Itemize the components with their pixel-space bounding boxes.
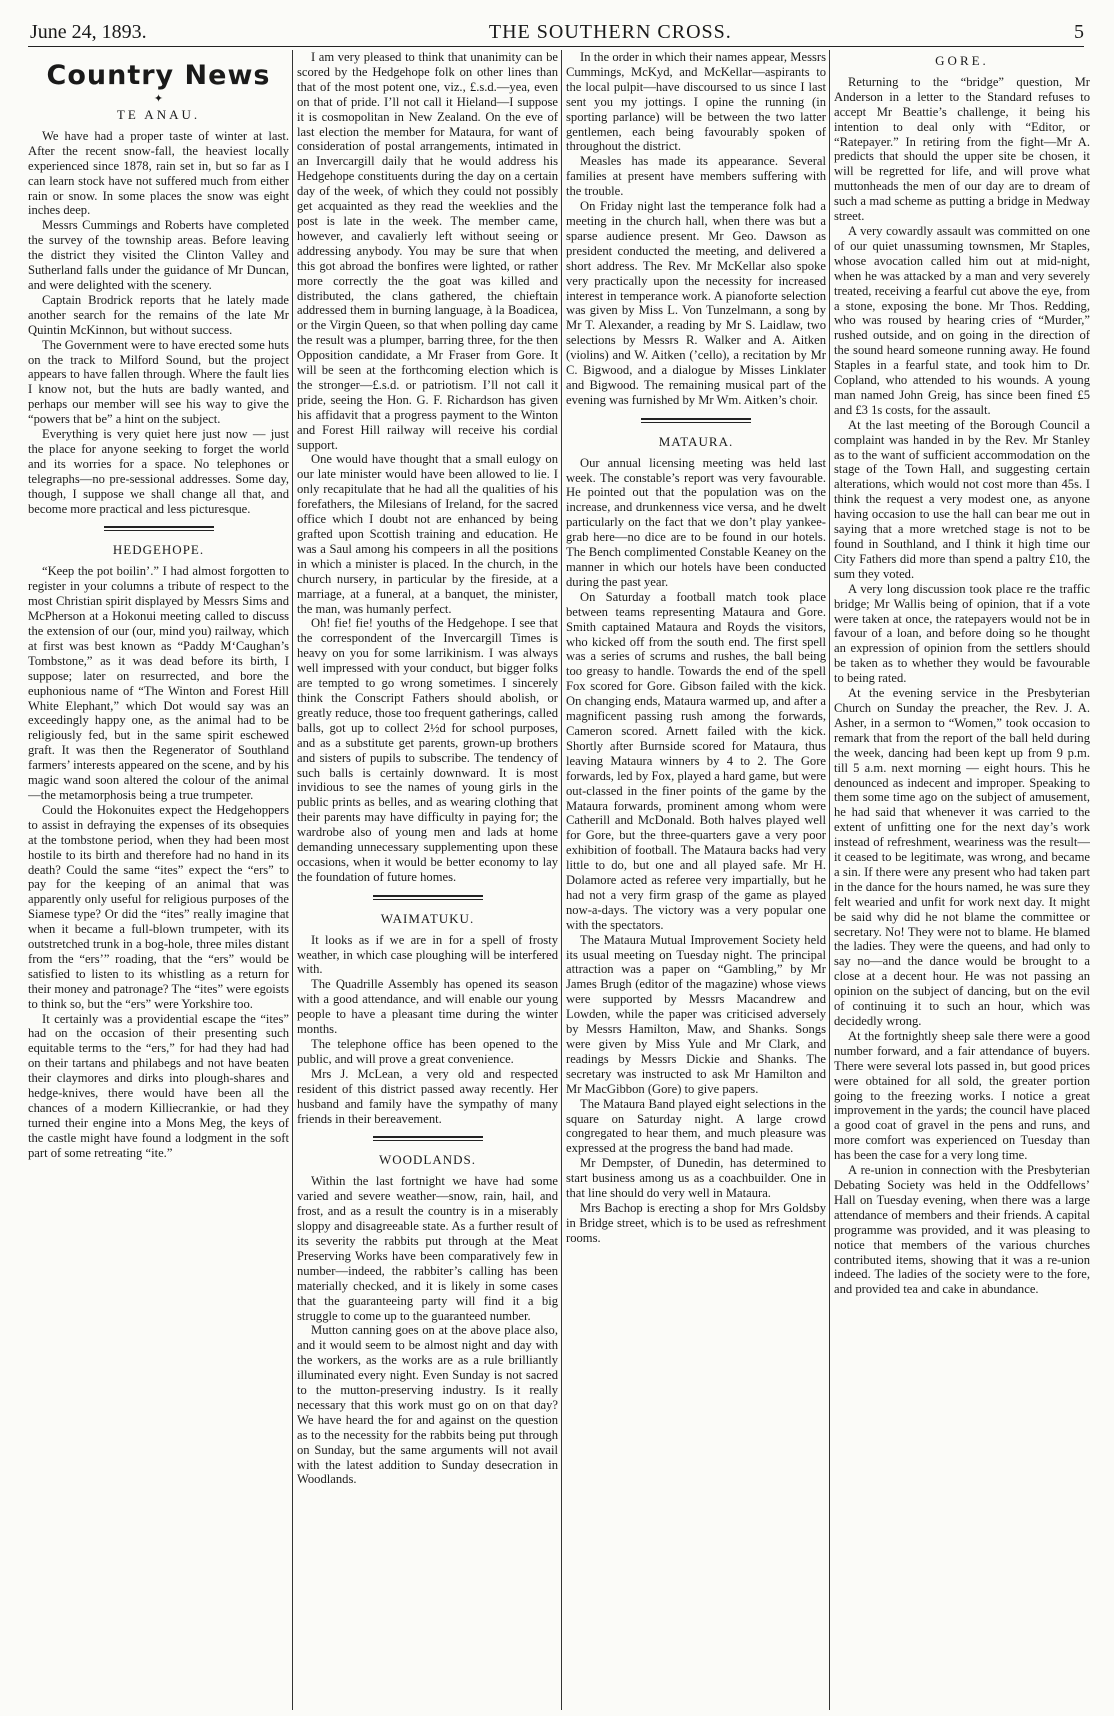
article-paragraph: In the order in which their names appear, Messrs Cummings, McKyd, and McKellar—aspirants to the local pulpit—have discoursed to us since I last sent you my jottings. I opine the running (in sporting parlance) will be between the two latter gentlemen, each being favourably spoken of throughout the district. — [566, 50, 826, 154]
section-rule — [104, 526, 214, 531]
article-heading-woodlands: WOODLANDS. — [378, 1152, 477, 1168]
article-paragraph: A very long discussion took place re the traffic bridge; Mr Wallis being of opinion, that if a vote were taken at once, the ratepayers would not be in favour of a loan, and before doing so he thought an expression of opinion from the settlers should be taken as to whether they would be favourable to being rated. — [834, 581, 1090, 686]
article-paragraph: We have had a proper taste of winter at last. After the recent snow-fall, the heaviest locally experienced since 1878, rain set in, but so far as I can learn stock have not suffered much from either rain or snow. In some places the snow was eight inches deep. — [28, 128, 289, 218]
article-paragraph: Messrs Cummings and Roberts have completed the survey of the township areas. Before leaving the district they visited the Clinton Valley and Sutherland falls under the guidance of Mr Duncan, and were delighted with the scenery. — [28, 218, 289, 292]
section-title: Country News — [46, 60, 271, 91]
column-divider — [561, 50, 562, 1710]
column-2 — [297, 50, 558, 1710]
article-heading-te-anau: TE ANAU. — [116, 107, 201, 122]
column-3 — [566, 50, 826, 1710]
article-paragraph: Oh! fie! fie! youths of the Hedgehope. I see that the correspondent of the Invercargill Times is heavy on you for some larrikinism. I was always well impressed with your conduct, but bigger folks are tempted to go wrong sometimes. I sincerely think the Conscript Fathers should abolish, or greatly reduce, those too frequent gatherings, called balls, got up to collect 2½d for school purposes, and as a substitute get parents, grown-up brothers and sisters of pupils to subscribe. The tendency of such balls is certainly downward. It is most invidious to see the names of young girls in the public prints as belles, and as wearing clothing that their parents may have difficulty in paying for; the wardrobe also of young men and lads at home demanding unnecessary supplementing upon these occasions, when it would be better economy to lay the foundation of future homes. — [297, 616, 558, 884]
column-divider — [292, 50, 293, 1710]
column-4 — [834, 50, 1090, 1710]
column-1 — [28, 50, 289, 1710]
ornament-divider: ✦ — [153, 93, 164, 105]
masthead — [30, 6, 1084, 44]
article-paragraph: Mutton canning goes on at the above place also, and it would seem to be almost night and day with the workers, as the works are as a rule brilliantly illuminated every night. Even Sunday is not sacred to the mutton-preserving industry. Is it really necessary that this work must go on on that day? We have heard the for and against on the question as to the necessity for the rabbits being put through on Sunday, but the same arguments will not avail with the latest addition to Sunday desecration in Woodlands. — [297, 1323, 558, 1487]
article-paragraph: On Saturday a football match took place between teams representing Mataura and Gore. Smith captained Mataura and Royds the visitors, who kicked off from the south end. The first spell was a series of scrums and rushes, the ball being too greasy to handle. Towards the end of the spell Fox scored for Gore. Gibson failed with the kick. On changing ends, Mataura warmed up, and after a magnificent passing rush among the forwards, Cameron scored. Arnett failed with the kick. Shortly after Burnside scored for Mataura, thus leaving Mataura winners by 4 to 2. The Gore forwards, led by Fox, played a hard game, but were out-classed in the finer points of the game by the Mataura forwards, prominent among whom were Catherill and McDonald. Both halves played well for Gore, but the three-quarters gave a very poor exhibition of football. The Mataura backs had very little to do, but one and all played safe. Mr H. Dolamore acted as referee very impartially, but he had not a very firm grasp of the game as played now-a-days. The victory was a very popular one with the spectators. — [566, 589, 826, 932]
article-paragraph: Mr Dempster, of Dunedin, has determined to start business among us as a coachbuilder. One in that line should do very well in Mataura. — [566, 1156, 826, 1201]
article-paragraph: “Keep the pot boilin’.” I had almost forgotten to register in your columns a tribute of respect to the most Christian spirit displayed by Messrs Sims and McPherson at a Hokonui meeting called to discuss the extension of our (our, mind you) railway, which at first was best known as “Paddy M‘Caughan’s Tombstone,” as it was dead before its birth, I suppose; later on resurrected, and bore the euphonious name of “The Winton and Forest Hill White Elephant,” which Dot would say was an exceedingly happy one, as the animal had to be religiously fed, but in the same spirit eschewed graft. It was then the Regenerator of Southland farmers’ interests appeared on the scene, and by his magic wand soon altered the colour of the animal—the metamorphosis being a true trumpeter. — [28, 564, 289, 802]
article-paragraph: The Quadrille Assembly has opened its season with a good attendance, and will enable our young people to have a pleasant time during the winter months. — [297, 977, 558, 1037]
masthead-rule — [28, 46, 1084, 47]
article-paragraph: I am very pleased to think that unanimity can be scored by the Hedgehope folk on other lines than that of the most potent one, viz., £.s.d.—yea, even on that of pride. I’ll not call it Hieland—I suppose it is cosmopolitan in New Zealand. On the eve of last election the member for Mataura, for want of consideration of postal arrangements, intimated in an Invercargill daily that he would address his Hedgehope constituents during the day on a certain day of the week, of which they could not possibly get acquainted as they read the weeklies and the post is late in the week. The member came, however, and cavalierly left without seeing or addressing anybody. You may be sure that when this got abroad the bonfires were lighted, or rather more correctly the the goat was killed and distributed, the clans gathered, the chieftain addressed them in burning language, à la Boadicea, or the Virgin Queen, so that when polling day came the result was a plumper, barring three, for the then Opposition candidate, a Mr Fraser from Gore. It will be seen at the forthcoming election which is the stronger—£.s.d. or patriotism. I’ll not call it pride, seeing the Hon. G. F. Richardson has given his affidavit that a progress payment to the Winton and Forest Hill railway will receive his cordial support. — [297, 50, 558, 452]
issue-date: June 24, 1893. — [30, 21, 147, 43]
article-heading-mataura: MATAURA. — [658, 433, 734, 449]
page-number: 5 — [1074, 21, 1084, 43]
article-paragraph: The Mataura Mutual Improvement Society held its usual meeting on Tuesday night. The principal attraction was a paper on “Gambling,” by Mr James Brugh (editor of the magazine) whose views were supported by Messrs Macandrew and Lowden, while the paper was criticised adversely by Messrs Hamilton, Maw, and Shanks. Songs were given by Miss Yule and Mr Clark, and readings by Messrs Dickie and Shanks. The secretary was instructed to ask Mr Hamilton and Mr MacGibbon (Gore) to give papers. — [566, 932, 826, 1096]
article-paragraph: Mrs J. McLean, a very old and respected resident of this district passed away recently. Her husband and family have the sympathy of many friends in their bereavement. — [297, 1066, 558, 1126]
column-divider — [829, 50, 830, 1710]
article-paragraph: A re-union in connection with the Presbyterian Debating Society was held in the Oddfellows’ Hall on Tuesday evening, when there was a large attendance of members and their friends. A capital programme was provided, and it was pleasing to notice that members of the various churches contributed items, showing that it was a re-union indeed. The ladies of the society were to the fore, and provided tea and cake in abundance. — [834, 1163, 1090, 1297]
section-rule — [373, 895, 483, 900]
article-paragraph: The Government were to have erected some huts on the track to Milford Sound, but the project appears to have fallen through. Where the fault lies I know not, but the huts are badly wanted, and perhaps our member will see his way to give the “powers that be” a hint on the subject. — [28, 337, 289, 427]
article-paragraph: Measles has made its appearance. Several families at present have members suffering with the trouble. — [566, 154, 826, 199]
article-paragraph: One would have thought that a small eulogy on our late minister would have been allowed to lie. I only recapitulate that he had all the qualities of his forefathers, the Milesians of Ireland, for the sacred office which I doubt not are enhanced by being grafted upon Scottish training and education. He was a Saul among his compeers in all the positions in which a minister is placed. In the church, in the church nursery, in particular by the fireside, at a marriage, at a funeral, at a banquet, the minister, the man, was humanly perfect. — [297, 452, 558, 616]
article-paragraph: Our annual licensing meeting was held last week. The constable’s report was very favourable. He pointed out that the population was on the increase, and drunkenness vice versa, and he dwelt particularly on the fact that we don’t play yankee-grab here—no dice are to be found in our hotels. The Bench complimented Constable Keaney on the manner in which our hotels have been conducted during the past year. — [566, 455, 826, 589]
article-paragraph: A very cowardly assault was committed on one of our quiet unassuming townsmen, Mr Staples, whose avocation called him out at mid-night, when he was attacked by a man and very severely treated, receiving a fearful cut above the eye, from a stone, exposing the bone. Mr Thos. Redding, who was roused by hearing cries of “Murder,” rushed outside, and on going in the direction of the sound heard someone running away. He found Staples in a fearful state, and took him to Dr. Copland, who attended to his wounds. A young man named John Greig, has since been fined £5 and £3 1s costs, for the assault. — [834, 223, 1090, 417]
article-paragraph: Captain Brodrick reports that he lately made another search for the remains of the late Mr Quintin McKinnon, but without success. — [28, 292, 289, 337]
section-rule — [373, 1136, 483, 1141]
newspaper-title: THE SOUTHERN CROSS. — [488, 21, 732, 43]
article-heading-gore: GORE. — [935, 53, 989, 68]
article-paragraph: The telephone office has been opened to the public, and will prove a great convenience. — [297, 1037, 558, 1066]
article-paragraph: At the evening service in the Presbyterian Church on Sunday the preacher, the Rev. J. A. Asher, in a sermon to “Women,” took occasion to remark that from the report of the ball held during the week, dancing had been kept up from 9 p.m. till 5 a.m. next morning — eight hours. This he denounced as indecent and improper. Speaking to them some time ago on the subject of amusement, he had said that whenever it was carried to the extent of unfitting one for the next day’s work instead of refreshment, weariness was the result—it ceased to be legitimate, was wrong, and became a sin. If there were any present who had taken part in the dance for the hours named, he was sure they felt wearied and unfit for work next day. It might be said why did he not blame the committee or secretary. No! They were not to blame. He blamed the ladies. They were the queens, and had only to say no—and the dance would be brought to a close at a decent hour. He was not passing an opinion on the subject of dancing, but on the evil of continuing it to such an hour, which was decidedly wrong. — [834, 686, 1090, 1028]
article-heading-waimatuku: WAIMATUKU. — [380, 910, 475, 926]
article-paragraph: It certainly was a providential escape the “ites” had on the occasion of their presenting such equitable terms to the “ers,” for had they had had on their tartans and philabegs and not have beaten their claymores and dirks into plough-shares and hedge-knives, there would have been all the chances of a modern Killiecrankie, or had they turned their engine into a Mons Meg, the keys of the castle might have found a lodgment in the soft part of some retreating “ite.” — [28, 1011, 289, 1160]
article-paragraph: Everything is very quiet here just now — just the place for anyone seeking to forget the world and its worries for a space. No telephones or telegraphs—no pre-sessional addresses. Some day, though, I suppose we shall change all that, and become more practical and less picturesque. — [28, 427, 289, 516]
article-paragraph: Mrs Bachop is erecting a shop for Mrs Goldsby in Bridge street, which is to be used as refreshment rooms. — [566, 1200, 826, 1245]
article-paragraph: At the fortnightly sheep sale there were a good number forward, and a fair attendance of buyers. There were several lots passed in, but good prices were obtained for all sold, the greater portion going to the freezing works. I notice a great improvement in the yards; the council have placed a good coat of gravel in the pens and runs, and more comfort was experienced on Tuesday than has been the case for a very long time. — [834, 1028, 1090, 1163]
article-paragraph: Could the Hokonuites expect the Hedgehoppers to assist in defraying the expenses of its obsequies at the tombstone period, when they had been most hostile to its birth and therefore had no hand in its death? Could the same “ites” expect the “ers” to pay for the keeping of an animal that was apparently only useful for religious purposes of the Siamese type? Or did the “ites” really imagine that when it became a full-blown trumpeter, with its outstretched trunk in a bog-hole, three miles distant from the “ers’” roading, that the “ers” would be satisfied to listen to its whistling as a return for their money and patronage? The “ites” were egoists to think so, but the “ers” were Yorkshire too. — [28, 802, 289, 1011]
article-paragraph: Returning to the “bridge” question, Mr Anderson in a letter to the Standard refuses to accept Mr Beattie’s challenge, it being his intention to deal only with “Editor, or “Ratepayer.” In retiring from the fight—Mr A. predicts that should the upper site be chosen, it will be regretted for life, and will prove what muttonheads the men of our day are to dream of such a mad scheme as putting a bridge in Medway street. — [834, 74, 1090, 224]
article-heading-hedgehope: HEDGEHOPE. — [112, 542, 205, 558]
article-paragraph: At the last meeting of the Borough Council a complaint was handed in by the Rev. Mr Stanley as to the want of sufficient accommodation on the stage of the Town Hall, and suggesting certain alterations, which would not cost more than 45s. I think the request a very modest one, as anyone having occasion to use the hall can bear me out in saying that a more wretched stage is not to be found in Southland, and I think it high time our City Fathers did more than spend a paltry £10, the sum they voted. — [834, 417, 1090, 581]
section-rule — [641, 418, 751, 423]
article-paragraph: The Mataura Band played eight selections in the square on Saturday night. A large crowd congregated to hear them, and much pleasure was expressed at the progress the band had made. — [566, 1096, 826, 1156]
article-paragraph: It looks as if we are in for a spell of frosty weather, in which case ploughing will be interfered with. — [297, 932, 558, 977]
article-paragraph: Within the last fortnight we have had some varied and severe weather—snow, rain, hail, and frost, and as a result the country is in a miserably sloppy and disagreeable state. As a further result of its severity the rabbits put through at the Meat Preserving Works have been comparatively few in number—indeed, the rabbiter’s calling has been materially checked, and it is likely in some cases that the guaranteeing party will find it a big struggle to come up to the guaranteed number. — [297, 1174, 558, 1323]
article-paragraph: On Friday night last the temperance folk had a meeting in the church hall, when there was but a sparse audience present. Mr Geo. Dawson as president conducted the meeting, and delivered a short address. The Rev. Mr McKellar also spoke very practically upon the necessity for increased interest in temperance work. A pianoforte selection was given by Miss L. Von Tunzelmann, a song by Mr T. Alexander, a reading by Mr S. Laidlaw, two selections by Messrs R. Walker and A. Aitken (violins) and W. Aitken (’cello), a recitation by Mr C. Bigwood, and a dialogue by Misses Linklater and Bigwood. The remaining musical part of the evening was furnished by Mr Wm. Aitken’s choir. — [566, 199, 826, 407]
